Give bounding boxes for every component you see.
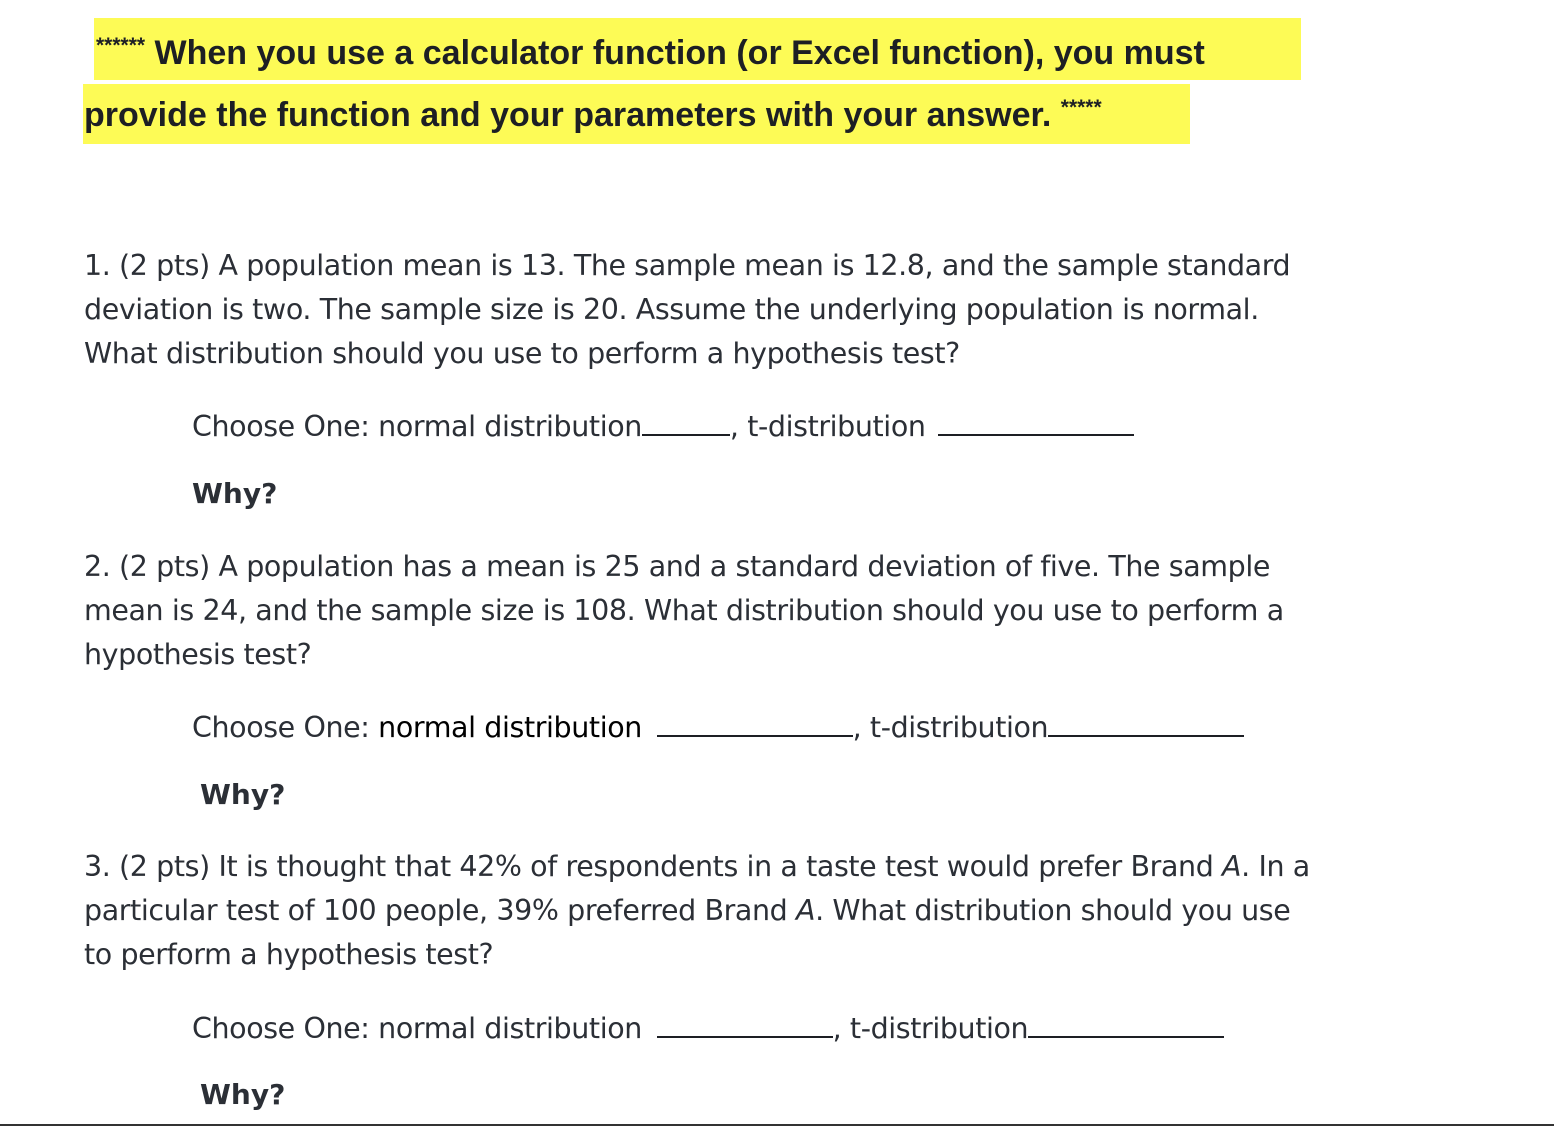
option-normal-label: normal distribution	[378, 410, 642, 443]
answer-blank-normal[interactable]	[657, 1010, 833, 1038]
question-1-choose-row: Choose One: normal distribution , t-distribution	[192, 408, 1134, 442]
question-3-choose-row: Choose One: normal distribution , t-distribution	[192, 1010, 1224, 1044]
brand-a: A	[1222, 850, 1242, 883]
answer-blank-t[interactable]	[938, 408, 1134, 436]
question-3-line-1	[84, 845, 1384, 889]
choose-prefix: Choose One:	[192, 711, 379, 744]
question-1-line-2: deviation is two. The sample size is 20. Assume the underlying population is normal.	[84, 293, 1259, 326]
banner-text-line1: When you use a calculator function (or Excel function), you must	[154, 34, 1205, 72]
question-2-line-1: 2. (2 pts) A population has a mean is 25 and a standard deviation of five. The sample	[84, 550, 1271, 583]
question-1	[84, 244, 1384, 376]
choose-prefix: Choose One:	[192, 410, 379, 443]
answer-blank-t[interactable]	[1028, 1010, 1224, 1038]
banner-line2	[84, 98, 1102, 132]
banner-line1	[96, 36, 1205, 70]
question-2-why: Why?	[200, 778, 286, 811]
choose-prefix: Choose One:	[192, 1012, 379, 1045]
question-3-line-1-end: . In a	[1241, 850, 1310, 883]
option-normal-label: normal distribution	[378, 1012, 642, 1045]
question-1-why: Why?	[192, 477, 278, 510]
option-t-label: t-distribution	[849, 1012, 1029, 1045]
question-3	[84, 845, 1384, 977]
question-3-line-2-text: particular test of 100 people, 39% preferred Brand	[84, 894, 796, 927]
question-1-line-3: What distribution should you use to perform a hypothesis test?	[84, 337, 960, 370]
question-2-choose-row: Choose One: normal distribution , t-distribution	[192, 709, 1244, 743]
question-2-line-3: hypothesis test?	[84, 638, 312, 671]
option-t-label: t-distribution	[747, 410, 926, 443]
page-bottom-divider	[0, 1124, 1554, 1126]
question-1-line-1: 1. (2 pts) A population mean is 13. The sample mean is 12.8, and the sample standard	[84, 249, 1291, 282]
answer-blank-t[interactable]	[1048, 709, 1244, 737]
question-3-line-1-text: 3. (2 pts) It is thought that 42% of respondents in a taste test would prefer Brand	[84, 850, 1223, 883]
answer-blank-normal[interactable]	[657, 709, 853, 737]
question-3-why: Why?	[200, 1078, 286, 1111]
question-3-line-2-end: . What distribution should you use	[815, 894, 1291, 927]
question-3-line-3: to perform a hypothesis test?	[84, 938, 494, 971]
option-t-label: t-distribution	[869, 711, 1049, 744]
brand-a: A	[796, 894, 816, 927]
question-3-line-2	[84, 889, 1384, 933]
question-2-line-2: mean is 24, and the sample size is 108. What distribution should you use to perform a	[84, 594, 1284, 627]
question-2	[84, 545, 1384, 677]
option-normal-label: normal distribution	[378, 711, 642, 744]
banner-stars-start: ******	[96, 34, 146, 57]
answer-blank-normal[interactable]	[642, 408, 730, 436]
banner-text-line2: provide the function and your parameters with your answer.	[84, 96, 1052, 134]
banner-stars-end: *****	[1060, 96, 1102, 119]
